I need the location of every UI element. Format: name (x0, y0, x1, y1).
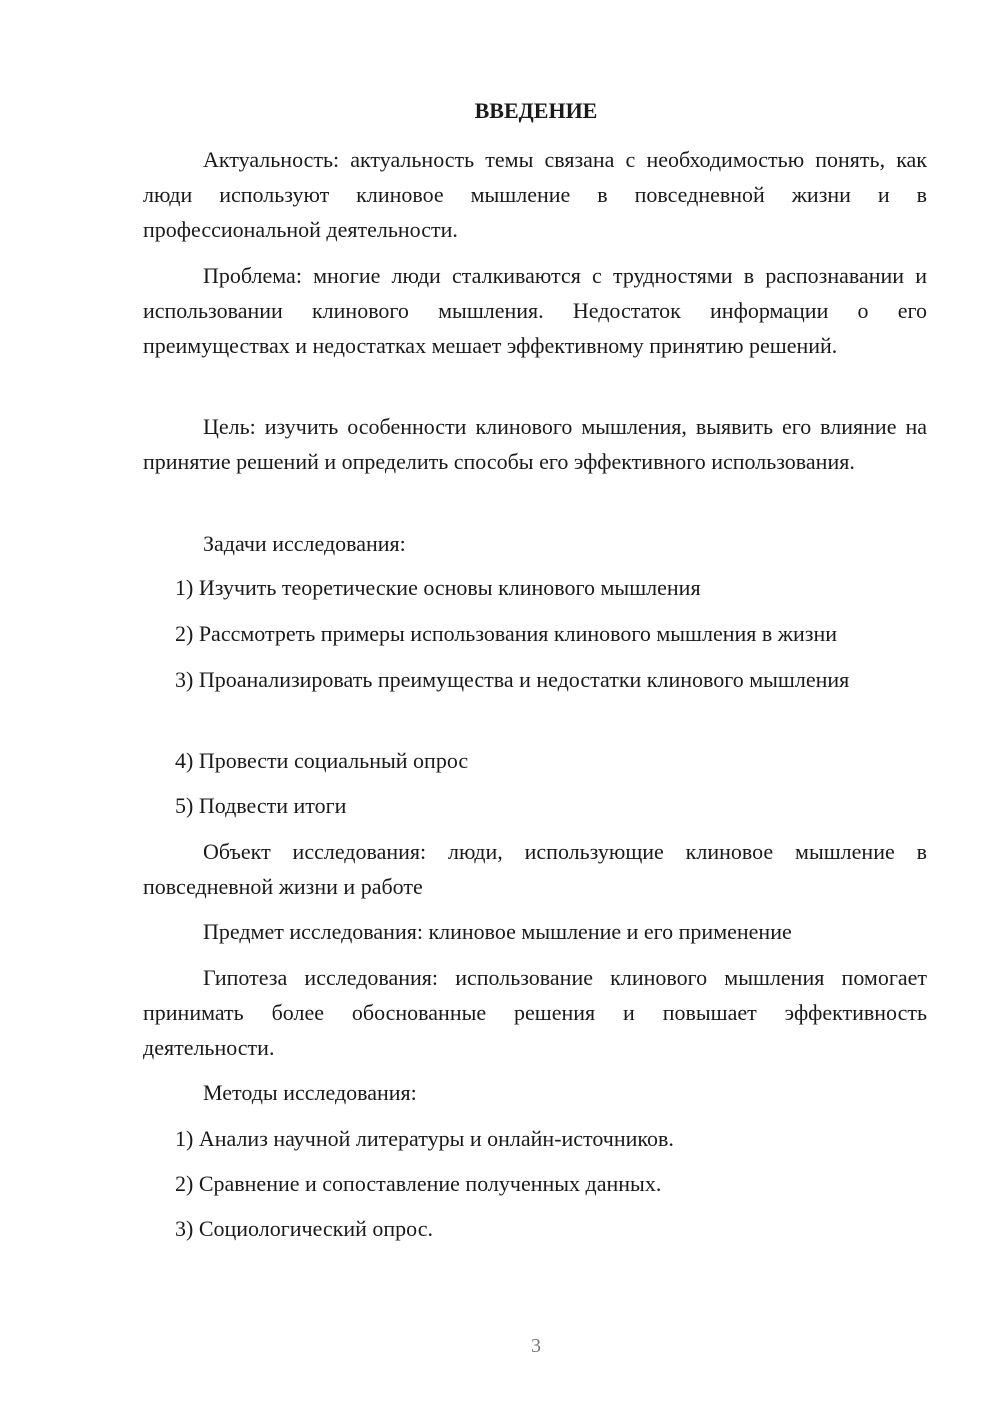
task-item: 5) Подвести итоги (175, 793, 347, 818)
problem-paragraph: Проблема: многие люди сталкиваются с трудностями в распознавании и использовании клинового мышления. Недостаток информации о его преимуществах и недостатках мешает эффективному принятию решений. (143, 263, 927, 358)
object-paragraph: Объект исследования: люди, использующие клиновое мышление в повседневной жизни и работе (143, 839, 927, 899)
hypothesis-paragraph: Гипотеза исследования: использование клинового мышления помогает принимать более обоснованные решения и повышает эффективность деятельности. (143, 965, 927, 1060)
method-item: 1) Анализ научной литературы и онлайн-источников. (175, 1126, 674, 1151)
page-number: 3 (531, 1335, 541, 1357)
task-item: 2) Рассмотреть примеры использования клинового мышления в жизни (175, 621, 837, 646)
method-item: 3) Социологический опрос. (175, 1216, 433, 1241)
method-item: 2) Сравнение и сопоставление полученных данных. (175, 1171, 662, 1196)
section-title: ВВЕДЕНИЕ (474, 98, 598, 123)
task-item: 3) Проанализировать преимущества и недостатки клинового мышления (175, 667, 850, 692)
task-item: 4) Провести социальный опрос (175, 748, 469, 773)
goal-paragraph: Цель: изучить особенности клинового мышления, выявить его влияние на принятие решений и определить способы его эффективного использования. (143, 414, 927, 474)
task-item: 1) Изучить теоретические основы клинового мышления (175, 575, 701, 600)
methods-heading: Методы исследования: (203, 1080, 417, 1105)
tasks-heading: Задачи исследования: (203, 531, 406, 556)
subject-paragraph: Предмет исследования: клиновое мышление и его применение (203, 919, 792, 944)
relevance-paragraph: Актуальность: актуальность темы связана с необходимостью понять, как люди используют клиновое мышление в повседневной жизни и в профессиональной деятельности. (143, 147, 927, 242)
